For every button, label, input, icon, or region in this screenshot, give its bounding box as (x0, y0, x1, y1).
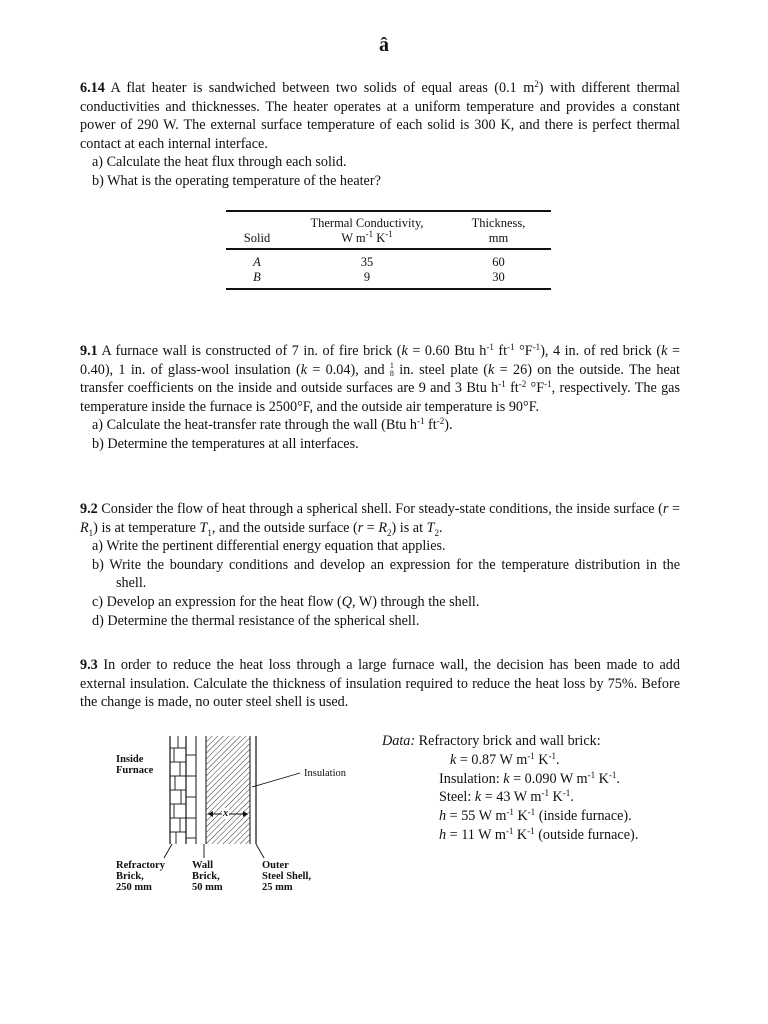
label-line: Outer (262, 860, 289, 871)
subscript: 2 (434, 527, 439, 538)
problem-text: ) is at temperature (93, 519, 200, 536)
problem-text: = 26) on the outside. The heat transfer coefficients on the inside and outside surfaces are 9 and 3 Btu h (80, 361, 680, 397)
header-solid: Solid (243, 231, 271, 245)
header-text: W m (341, 231, 366, 245)
problem-9-3-data (382, 732, 638, 845)
label-line: Brick, (192, 871, 220, 882)
data-text: K (513, 826, 528, 843)
symbol-k: k (488, 361, 495, 378)
data-text: K (534, 751, 549, 768)
question-b: b) Write the boundary conditions and develop an expression for the temperature distribution in the shell. (92, 556, 680, 592)
problem-text: = 0.60 Btu h (407, 343, 487, 359)
problem-9-1 (80, 342, 680, 454)
question-a: a) Calculate the heat flux through each solid. (92, 154, 347, 171)
data-text: = 55 W m (446, 808, 507, 825)
question-c (80, 593, 680, 612)
problem-text: In order to reduce the heat loss through a large furnace wall, the decision has been made to add external insulation. Calculate the thickness of insulation required to reduce the heat loss by 75%. Before the change is made, no outer steel shell is used. (80, 657, 680, 711)
header-text: Thickness, (471, 216, 526, 230)
page-header-mark: â (379, 34, 389, 56)
symbol-k: k (661, 343, 668, 359)
header-conductivity (288, 211, 446, 249)
superscript: -1 (527, 807, 536, 818)
superscript: -2 (518, 379, 527, 390)
header-text: K (373, 231, 386, 245)
refractory-brick-label (116, 860, 165, 893)
data-row-insulation-k (382, 770, 638, 789)
insulation-layer (206, 736, 250, 844)
header-text: mm (488, 231, 509, 245)
problem-9-1-text (80, 342, 680, 416)
data-label: Data: (382, 733, 416, 749)
data-text: Refractory brick and wall brick: (415, 733, 601, 749)
superscript: -1 (507, 342, 515, 352)
problem-text: = 0.40), 1 in. of glass-wool insulation ( (80, 343, 680, 378)
problem-text: ), 4 in. of red brick ( (540, 343, 662, 359)
label-line: Inside (116, 754, 144, 765)
label-line: 250 mm (116, 882, 152, 893)
data-text: Insulation: (439, 770, 504, 787)
question-a (80, 416, 680, 435)
wall-brick-label (192, 860, 223, 893)
problem-text: A flat heater is sandwiched between two solids of equal areas (0.1 m (104, 80, 535, 96)
superscript: -1 (365, 229, 374, 239)
symbol-R: R (80, 519, 89, 536)
problem-text: °F (526, 380, 545, 397)
data-row-h-inside (382, 807, 638, 826)
problem-9-3-text (80, 656, 680, 712)
header-thickness (446, 211, 551, 249)
label-line: 25 mm (262, 882, 293, 893)
problem-text: ft (493, 343, 508, 359)
data-text: = 0.87 W m (456, 751, 528, 768)
superscript: -1 (385, 229, 393, 239)
problem-number: 6.14 (80, 80, 105, 96)
symbol-T: T (199, 519, 208, 536)
label-line: Brick, (116, 871, 144, 882)
data-row-materials (382, 732, 638, 751)
insulation-label: Insulation (304, 768, 346, 779)
problem-text: , and the outside surface ( (211, 519, 358, 536)
data-row-h-outside (382, 826, 638, 845)
superscript: -1 (587, 769, 596, 780)
superscript: -1 (608, 769, 617, 780)
superscript: -1 (548, 750, 557, 761)
problem-text: ) with different thermal conductivities and thicknesses. The heater operates at a uniform temperature and provides a constant power of 290 W. The external surface temperature of each solid is 300 K, and there is perfect thermal contact at each internal interface. (80, 80, 680, 152)
symbol-k: k (401, 343, 408, 359)
cell-conductivity: 9 (363, 270, 371, 284)
cell-thickness: 30 (492, 270, 505, 284)
problem-number: 9.2 (80, 501, 98, 517)
superscript: -1 (532, 342, 541, 352)
problem-text: °F (514, 343, 533, 359)
superscript: -1 (417, 416, 425, 427)
table-row (226, 270, 551, 289)
refractory-brick-layer (170, 736, 186, 844)
header-text: Thermal Conductivity, (310, 216, 424, 230)
question-b: b) What is the operating temperature of the heater? (92, 172, 381, 189)
superscript: -1 (544, 379, 552, 390)
superscript: -1 (527, 750, 535, 761)
inside-furnace-label (116, 754, 153, 776)
problem-text: Consider the flow of heat through a spherical shell. For steady-state conditions, the inside surface ( (97, 501, 663, 517)
problem-text: in. steel plate ( (393, 361, 489, 378)
data-text: (outside furnace). (534, 826, 639, 843)
data-text: = 11 W m (446, 826, 506, 843)
symbol-k: k (474, 789, 482, 806)
problem-9-2-text (80, 500, 680, 537)
problem-text: . (438, 519, 443, 536)
cell-conductivity: 35 (360, 255, 374, 269)
fraction-numerator: 1 (389, 360, 394, 370)
cell-solid: B (253, 270, 261, 284)
data-text: K (595, 770, 609, 787)
subscript: 1 (207, 527, 212, 538)
question-text: c) Develop an expression for the heat flow ( (92, 593, 342, 610)
symbol-h: h (439, 808, 447, 825)
insulation-thickness-x-label: x (223, 808, 229, 819)
problem-9-3 (80, 656, 680, 712)
data-text: K (548, 789, 563, 806)
data-text: = 43 W m (481, 789, 542, 806)
question-b: b) Determine the temperatures at all interfaces. (92, 435, 359, 452)
symbol-Q: Q (341, 593, 353, 610)
data-text: = 0.090 W m (509, 770, 588, 787)
superscript: -1 (505, 825, 514, 836)
data-text: . (570, 789, 574, 806)
symbol-k: k (450, 751, 457, 768)
data-text: . (556, 751, 560, 768)
data-text: . (616, 770, 620, 787)
label-line: Furnace (116, 765, 154, 776)
symbol-r: r (357, 519, 364, 536)
symbol-k: k (300, 361, 307, 378)
subscript: 2 (387, 527, 392, 538)
furnace-wall-diagram (112, 734, 382, 904)
symbol-T: T (426, 519, 435, 536)
problem-number: 9.1 (80, 343, 98, 359)
problem-number: 9.3 (80, 657, 98, 673)
superscript: -1 (562, 788, 571, 799)
conductivity-table (226, 210, 551, 290)
question-text: a) Calculate the heat-transfer rate through the wall (Btu h (92, 417, 417, 434)
superscript: -1 (506, 807, 514, 818)
superscript: -1 (486, 342, 494, 352)
symbol-h: h (439, 826, 447, 843)
label-line: Steel Shell, (262, 871, 311, 882)
outer-steel-shell-label (262, 860, 311, 893)
symbol-R: R (378, 519, 387, 536)
question-text: , W) through the shell. (352, 593, 480, 610)
superscript: -2 (436, 416, 445, 427)
cell-thickness: 60 (492, 255, 505, 269)
superscript: -1 (541, 788, 549, 799)
question-text: ft (424, 417, 437, 434)
table-row (226, 249, 551, 270)
problem-text: = (363, 519, 379, 536)
label-line: Wall (192, 860, 214, 871)
question-d: d) Determine the thermal resistance of the spherical shell. (92, 612, 420, 629)
problem-6-14-text (80, 79, 680, 153)
question-text: ). (444, 417, 453, 434)
label-line: 50 mm (192, 882, 223, 893)
problem-text: ) is at (391, 519, 427, 536)
problem-text: = 0.04), and (307, 361, 390, 378)
fraction-denominator: 8 (389, 368, 394, 378)
data-text: Steel: (439, 789, 475, 806)
subscript: 1 (88, 527, 94, 538)
superscript: -1 (498, 379, 506, 390)
problem-text: A furnace wall is constructed of 7 in. of fire brick ( (97, 343, 402, 359)
problem-text: = (668, 501, 680, 517)
data-row-brick-k (382, 751, 638, 770)
problem-9-2 (80, 500, 680, 630)
problem-6-14 (80, 79, 680, 191)
cell-solid: A (253, 255, 261, 269)
data-row-steel-k (382, 788, 638, 807)
data-text: (inside furnace). (535, 808, 632, 825)
table-header-row (226, 211, 551, 249)
data-text: K (513, 808, 528, 825)
problem-text: ft (505, 380, 519, 397)
symbol-r: r (662, 501, 669, 517)
problem-text: , respectively. The gas temperature inside the furnace is 2500°F, and the outside air temperature is 90°F. (80, 380, 680, 415)
label-line: Refractory (116, 860, 165, 871)
symbol-k: k (503, 770, 510, 787)
superscript: 2 (534, 79, 539, 89)
wall-brick-layer (186, 736, 196, 844)
question-a: a) Write the pertinent differential energy equation that applies. (92, 538, 446, 555)
superscript: -1 (527, 825, 535, 836)
